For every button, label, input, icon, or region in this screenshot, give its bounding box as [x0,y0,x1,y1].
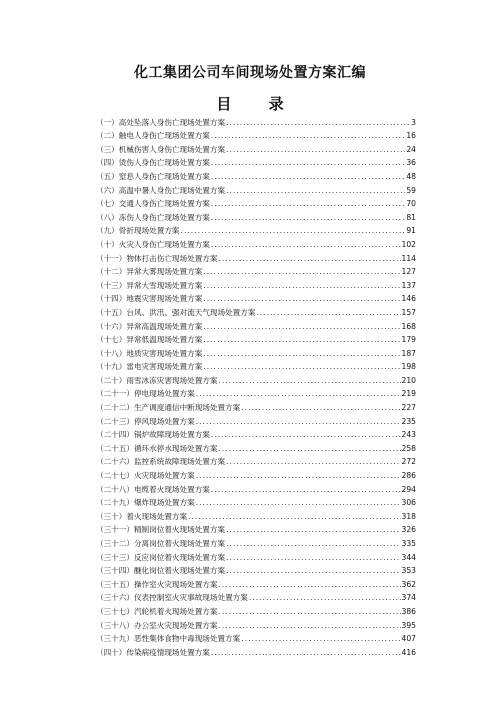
toc-dot-leader [219,444,401,454]
toc-entry[interactable] [96,168,416,182]
toc-dot-leader [219,621,401,631]
toc-dot-leader [181,226,406,236]
toc-entry[interactable] [96,196,416,210]
toc-entry-title: 监控系统故障现场处置方案 [133,457,226,467]
toc-entry-title: 生产调度通信中断现场处置方案 [133,403,241,413]
toc-entry-number: （三十四） [96,566,134,576]
toc-entry-title: 停风现场处置方案 [133,416,195,426]
toc-entry-title: 地震灾害现场处置方案 [126,294,203,304]
toc-entry-title: 雨雪冰冻灾害现场处置方案 [126,375,218,385]
toc-entry-number: （十八） [96,348,127,358]
toc-entry-number: （三十七） [96,606,134,616]
toc-entry-page-number: 198 [401,362,416,372]
toc-entry[interactable] [96,603,416,617]
toc-entry-page-number: 114 [401,253,416,263]
toc-entry-title: 反应岗位着火现场处置方案 [133,552,226,562]
table-of-contents [96,114,416,658]
toc-entry-number: （三十一） [96,525,134,535]
toc-entry[interactable] [96,332,416,346]
toc-entry-number: （八） [96,212,119,222]
toc-entry-number: （一） [96,117,119,127]
toc-entry-number: （六） [96,185,119,195]
toc-entry-page-number: 137 [401,280,416,290]
toc-dot-leader [226,457,400,467]
toc-entry-title: 火灾人身伤亡现场处置方案 [118,239,210,249]
toc-dot-leader [226,553,400,563]
toc-entry[interactable] [96,495,416,509]
toc-entry-page-number: 91 [406,226,416,236]
toc-dot-leader [226,186,405,196]
toc-entry-page-number: 179 [401,335,416,345]
toc-entry-page-number: 306 [401,498,416,508]
toc-entry-page-number: 127 [401,267,416,277]
toc-dot-leader [211,172,405,182]
toc-entry[interactable] [96,590,416,604]
toc-entry[interactable] [96,535,416,549]
toc-dot-leader [256,308,400,318]
toc-dot-leader [226,566,400,576]
toc-dot-leader [219,580,401,590]
toc-entry-title: 台风、洪汛、强对流天气现场处置方案 [126,307,256,317]
toc-entry-title: 仪表控制室火灾事故现场处置方案 [133,593,248,603]
toc-dot-leader [249,593,401,603]
toc-entry-number: （三十二） [96,539,134,548]
toc-entry-number: （三十六） [96,593,134,603]
toc-dot-leader [211,485,401,495]
toc-entry-number: （九） [96,226,119,236]
toc-entry[interactable] [96,467,416,481]
toc-entry-page-number: 353 [401,566,416,576]
toc-entry-title: 精制岗位着火现场处置方案 [133,525,226,535]
toc-entry-title: 异常低温现场处置方案 [126,335,203,345]
toc-entry-number: （三十三） [96,552,134,562]
toc-dot-leader [203,267,400,277]
toc-entry-page-number: 227 [401,403,416,413]
toc-dot-leader [203,349,400,359]
toc-entry-title: 恶性集体食物中毒现场处置方案 [133,634,241,644]
toc-entry-number: （二） [96,131,119,141]
toc-dot-leader [241,403,400,413]
toc-entry-number: （二十一） [96,389,134,399]
toc-entry[interactable] [96,427,416,441]
toc-dot-leader [211,131,405,141]
toc-entry-number: （二十五） [96,443,134,453]
toc-entry-title: 烫伤人身伤亡现场处置方案 [118,158,210,168]
toc-entry-page-number: 243 [401,430,416,440]
toc-entry-page-number: 81 [406,212,416,222]
toc-entry-title: 窒息人身伤亡现场处置方案 [118,171,210,181]
toc-entry[interactable] [96,399,416,413]
toc-entry-title: 醚化岗位着火现场处置方案 [133,566,226,576]
toc-entry-title: 机械伤害人身伤亡现场处置方案 [118,144,226,154]
toc-entry-page-number: 157 [401,307,416,317]
toc-entry-page-number: 16 [406,131,416,141]
toc-entry-page-number: 48 [406,171,416,181]
toc-entry-number: （十） [96,239,119,249]
toc-entry-number: （十五） [96,307,127,317]
toc-entry[interactable] [96,508,416,522]
toc-entry[interactable] [96,563,416,577]
toc-entry-title: 汽轮机着火现场处置方案 [133,606,218,616]
toc-entry-number: （二十三） [96,416,134,426]
toc-entry-number: （四十） [96,647,127,657]
toc-entry[interactable] [96,114,416,128]
toc-entry-number: （三） [96,144,119,154]
toc-dot-leader [203,281,400,291]
toc-entry-page-number: 59 [406,185,416,195]
toc-entry[interactable] [96,644,416,658]
toc-entry-page-number: 395 [401,620,416,630]
toc-entry-number: （二十七） [96,471,134,481]
toc-entry-number: （十二） [96,267,127,277]
toc-entry-title: 雷电灾害现场处置方案 [126,362,203,372]
toc-entry-page-number: 235 [401,416,416,426]
toc-dot-leader [226,145,405,155]
toc-dot-leader [211,158,405,168]
toc-entry-page-number: 3 [411,117,416,127]
toc-entry-page-number: 318 [401,511,416,521]
toc-entry[interactable] [96,264,416,278]
toc-entry[interactable] [96,413,416,427]
toc-dot-leader [196,498,401,508]
toc-entry-title: 地质灾害现场处置方案 [126,348,203,358]
toc-entry-title: 交通人身伤亡现场处置方案 [118,199,210,209]
toc-entry-page-number: 374 [401,593,416,603]
toc-dot-leader [188,512,400,522]
toc-entry[interactable] [96,182,416,196]
toc-dot-leader [226,118,410,128]
toc-entry-title: 高处坠落人身伤亡现场处置方案 [118,117,226,127]
toc-entry-page-number: 335 [401,539,416,548]
toc-entry-title: 爆炸现场处置方案 [133,498,195,508]
toc-entry-title: 异常高温现场处置方案 [126,321,203,331]
toc-dot-leader [241,634,400,644]
toc-entry-number: （二十六） [96,457,134,467]
toc-entry-page-number: 70 [406,199,416,209]
toc-entry[interactable] [96,304,416,318]
toc-entry-number: （三十五） [96,579,134,589]
toc-entry-page-number: 36 [406,158,416,168]
toc-entry-number: （二十八） [96,484,134,494]
toc-entry[interactable] [96,141,416,155]
toc-entry-page-number: 258 [401,443,416,453]
toc-entry-page-number: 219 [401,389,416,399]
toc-entry[interactable] [96,617,416,631]
toc-entry-title: 着火现场处置方案 [126,511,188,521]
toc-dot-leader [196,389,401,399]
toc-entry-page-number: 210 [401,375,416,385]
toc-entry-page-number: 102 [401,239,416,249]
toc-entry-page-number: 24 [406,144,416,154]
toc-heading: 目 录 [216,95,300,113]
toc-entry-number: （十七） [96,335,127,345]
toc-dot-leader [211,240,401,250]
toc-entry[interactable] [96,576,416,590]
toc-entry[interactable] [96,631,416,645]
toc-entry-title: 火灾现场处置方案 [133,471,195,481]
toc-entry[interactable] [96,209,416,223]
toc-entry-number: （五） [96,171,119,181]
toc-entry-page-number: 362 [401,579,416,589]
toc-entry-number: （四） [96,158,119,168]
toc-entry-number: （三十八） [96,620,134,630]
toc-entry[interactable] [96,440,416,454]
toc-entry[interactable] [96,318,416,332]
toc-dot-leader [226,525,400,535]
toc-entry-number: （二十四） [96,430,134,440]
toc-entry[interactable] [96,454,416,468]
toc-dot-leader [196,417,401,427]
toc-entry-number: （二十） [96,375,127,385]
toc-entry-page-number: 407 [401,634,416,644]
toc-entry-title: 异常大雾现场处置方案 [126,267,203,277]
toc-entry-title: 电缆着火现场处置方案 [133,484,210,494]
toc-entry[interactable] [96,481,416,495]
toc-entry[interactable] [96,372,416,386]
toc-entry-title: 循环水停水现场处置方案 [133,443,218,453]
toc-dot-leader [219,376,401,386]
document-title: 化工集团公司车间现场处置方案汇编 [134,65,366,81]
toc-entry-title: 操作室火灾现场处置方案 [133,579,218,589]
toc-entry-title: 高温中暑人身伤亡现场处置方案 [118,185,226,195]
toc-entry[interactable] [96,359,416,373]
toc-dot-leader [211,199,405,209]
toc-entry-page-number: 386 [401,606,416,616]
toc-entry-number: （二十二） [96,403,134,413]
toc-entry-title: 触电人身伤亡现场处置方案 [118,131,210,141]
toc-entry[interactable] [96,277,416,291]
toc-entry-page-number: 286 [401,471,416,481]
toc-entry[interactable] [96,549,416,563]
toc-entry[interactable] [96,291,416,305]
toc-entry-page-number: 294 [401,484,416,494]
toc-entry[interactable] [96,155,416,169]
toc-entry[interactable] [96,236,416,250]
toc-entry-title: 异常大雪现场处置方案 [126,280,203,290]
toc-dot-leader [219,607,401,617]
toc-entry-title: 锅炉故障现场处置方案 [133,430,210,440]
toc-entry-number: （三十九） [96,634,134,644]
toc-dot-leader [203,362,400,372]
toc-entry-number: （七） [96,199,119,209]
toc-entry-page-number: 344 [401,552,416,562]
toc-dot-leader [203,335,400,345]
toc-entry[interactable] [96,386,416,400]
toc-entry-number: （十四） [96,294,127,304]
toc-entry-number: （二十九） [96,498,134,508]
toc-entry-page-number: 326 [401,525,416,535]
toc-dot-leader [211,648,401,658]
toc-entry-number: （十九） [96,362,127,372]
toc-entry[interactable] [96,223,416,237]
toc-dot-leader [219,254,401,264]
toc-entry-title: 办公室火灾现场处置方案 [133,620,218,630]
toc-dot-leader [203,294,400,304]
toc-entry-page-number: 146 [401,294,416,304]
toc-entry-title: 物体打击伤亡现场处置方案 [126,253,218,263]
toc-entry[interactable] [96,128,416,142]
toc-entry-title: 停电现场处置方案 [133,389,195,399]
toc-dot-leader [211,430,401,440]
toc-entry-title: 骨折现场处置方案 [118,226,180,236]
toc-entry-page-number: 272 [401,457,416,467]
toc-entry-number: （十一） [96,253,127,263]
toc-entry-page-number: 187 [401,348,416,358]
toc-entry-title: 传染病疫情现场处置方案 [126,647,210,657]
toc-entry-number: （十三） [96,280,127,290]
toc-dot-leader [203,322,400,332]
toc-entry-number: （十六） [96,321,127,331]
toc-entry-title: 分离岗位着火现场处置方案 [133,539,226,548]
toc-entry-title: 冻伤人身伤亡现场处置方案 [118,212,210,222]
toc-entry-page-number: 168 [401,321,416,331]
toc-dot-leader [211,213,405,223]
toc-entry[interactable] [96,522,416,536]
toc-dot-leader [196,471,401,481]
toc-entry[interactable] [96,345,416,359]
toc-entry[interactable] [96,250,416,264]
toc-dot-leader [226,539,400,549]
toc-entry-number: （三十） [96,511,127,521]
toc-entry-page-number: 416 [401,647,416,657]
